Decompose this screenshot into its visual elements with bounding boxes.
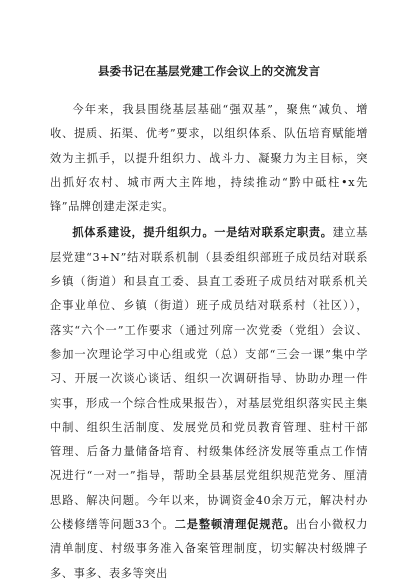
paragraph-system-building bbox=[50, 221, 368, 585]
paragraph-rectification-text: 出台小微权力清单制度、村级事务准入备案管理制度，切实解决村级牌子多、事多、表多等突出 bbox=[50, 518, 368, 580]
paragraph-system-building-text: 建立基层党建“3+N”结对联系机制（县委组织部班子成员结对联系乡镇（街道）和县直工委、县直工委班子成员结对联系机关企事业单位、乡镇（街道）班子成员结对联系村（社区）），落实“六个一”工作要求（通过列席一次党委（党组）会议、参加一次理论学习中心组或党（总）支部“三会一课”集中学习、开展一次谈心谈话、组织一次调研指导、协助办理一件实事，形成一个综合性成果报告），对基层党组织落实民主集中制、组织生活制度、发展党员和党员教育管理、驻村干部管理、后备力量储备培育、村级集体经济发展等重点工作情况进行“一对一”指导，帮助全县基层党组织规范党务、厘清思路、解决问题。今年以来，协调资金40余万元，解决村办公楼修缮等问题33个。 bbox=[50, 226, 369, 532]
subheading-rectification: 二是整顿清理促规范。 bbox=[174, 518, 296, 532]
section-heading-system-building: 抓体系建设，提升组织力。一是结对联系定职责。 bbox=[72, 226, 333, 240]
document-title: 县委书记在基层党建工作会议上的交流发言 bbox=[97, 64, 321, 78]
paragraph-intro: 今年来，我县围绕基层基础“强双基”，聚焦“减负、增收、提质、拓渠、优考”要求，以组织体系、队伍培育赋能增效为主抓手，以提升组织力、战斗力、凝聚力为主目标，突出抓好农村、城市两大主阵地，持续推动“黔中砥柱•x先锋”品牌创建走深走实。 bbox=[50, 103, 368, 214]
